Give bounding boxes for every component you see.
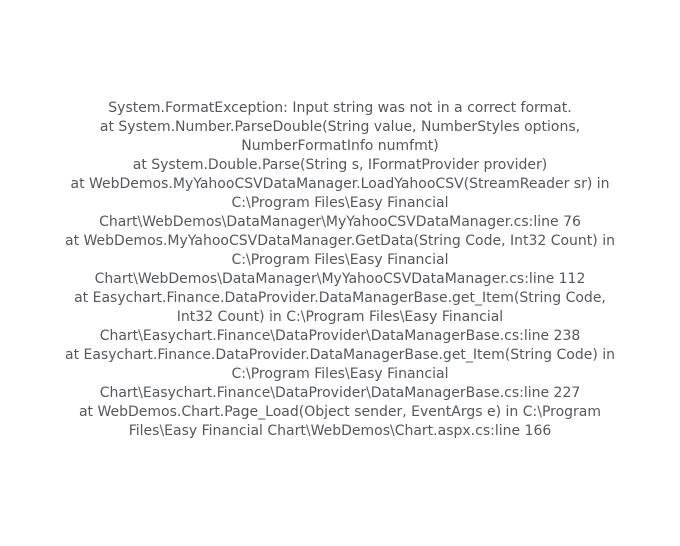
stack-trace-line: at WebDemos.Chart.Page_Load(Object sender, EventArgs e) in C:\Program xyxy=(78,404,602,420)
stack-trace-line: Int32 Count) in C:\Program Files\Easy Financial xyxy=(176,309,504,325)
stack-trace-line: Files\Easy Financial Chart\WebDemos\Chart.aspx.cs:line 166 xyxy=(128,423,552,439)
stack-trace-line: at Easychart.Finance.DataProvider.DataManagerBase.get_Item(String Code) in xyxy=(64,347,615,363)
stack-trace-line: at System.Number.ParseDouble(String value, NumberStyles options, xyxy=(99,119,581,135)
stack-trace-line: C:\Program Files\Easy Financial xyxy=(231,366,449,382)
stack-trace-line: C:\Program Files\Easy Financial xyxy=(231,252,449,268)
stack-trace-line: Chart\WebDemos\DataManager\MyYahooCSVDataManager.cs:line 112 xyxy=(94,271,586,287)
stack-trace xyxy=(16,99,664,441)
stack-trace-line: Chart\Easychart.Finance\DataProvider\DataManagerBase.cs:line 227 xyxy=(99,385,581,401)
stack-trace-line: at WebDemos.MyYahooCSVDataManager.LoadYahooCSV(StreamReader sr) in xyxy=(70,176,610,192)
stack-trace-line: at System.Double.Parse(String s, IFormatProvider provider) xyxy=(132,157,548,173)
stack-trace-line: Chart\WebDemos\DataManager\MyYahooCSVDataManager.cs:line 76 xyxy=(99,214,581,230)
stack-trace-line: at Easychart.Finance.DataProvider.DataManagerBase.get_Item(String Code, xyxy=(74,290,606,306)
stack-trace-line: Chart\Easychart.Finance\DataProvider\DataManagerBase.cs:line 238 xyxy=(99,328,581,344)
stack-trace-line: C:\Program Files\Easy Financial xyxy=(231,195,449,211)
stack-trace-line: NumberFormatInfo numfmt) xyxy=(241,138,439,154)
stack-trace-line: at WebDemos.MyYahooCSVDataManager.GetData(String Code, Int32 Count) in xyxy=(65,233,615,249)
exception-message-line: System.FormatException: Input string was not in a correct format. xyxy=(108,100,572,116)
